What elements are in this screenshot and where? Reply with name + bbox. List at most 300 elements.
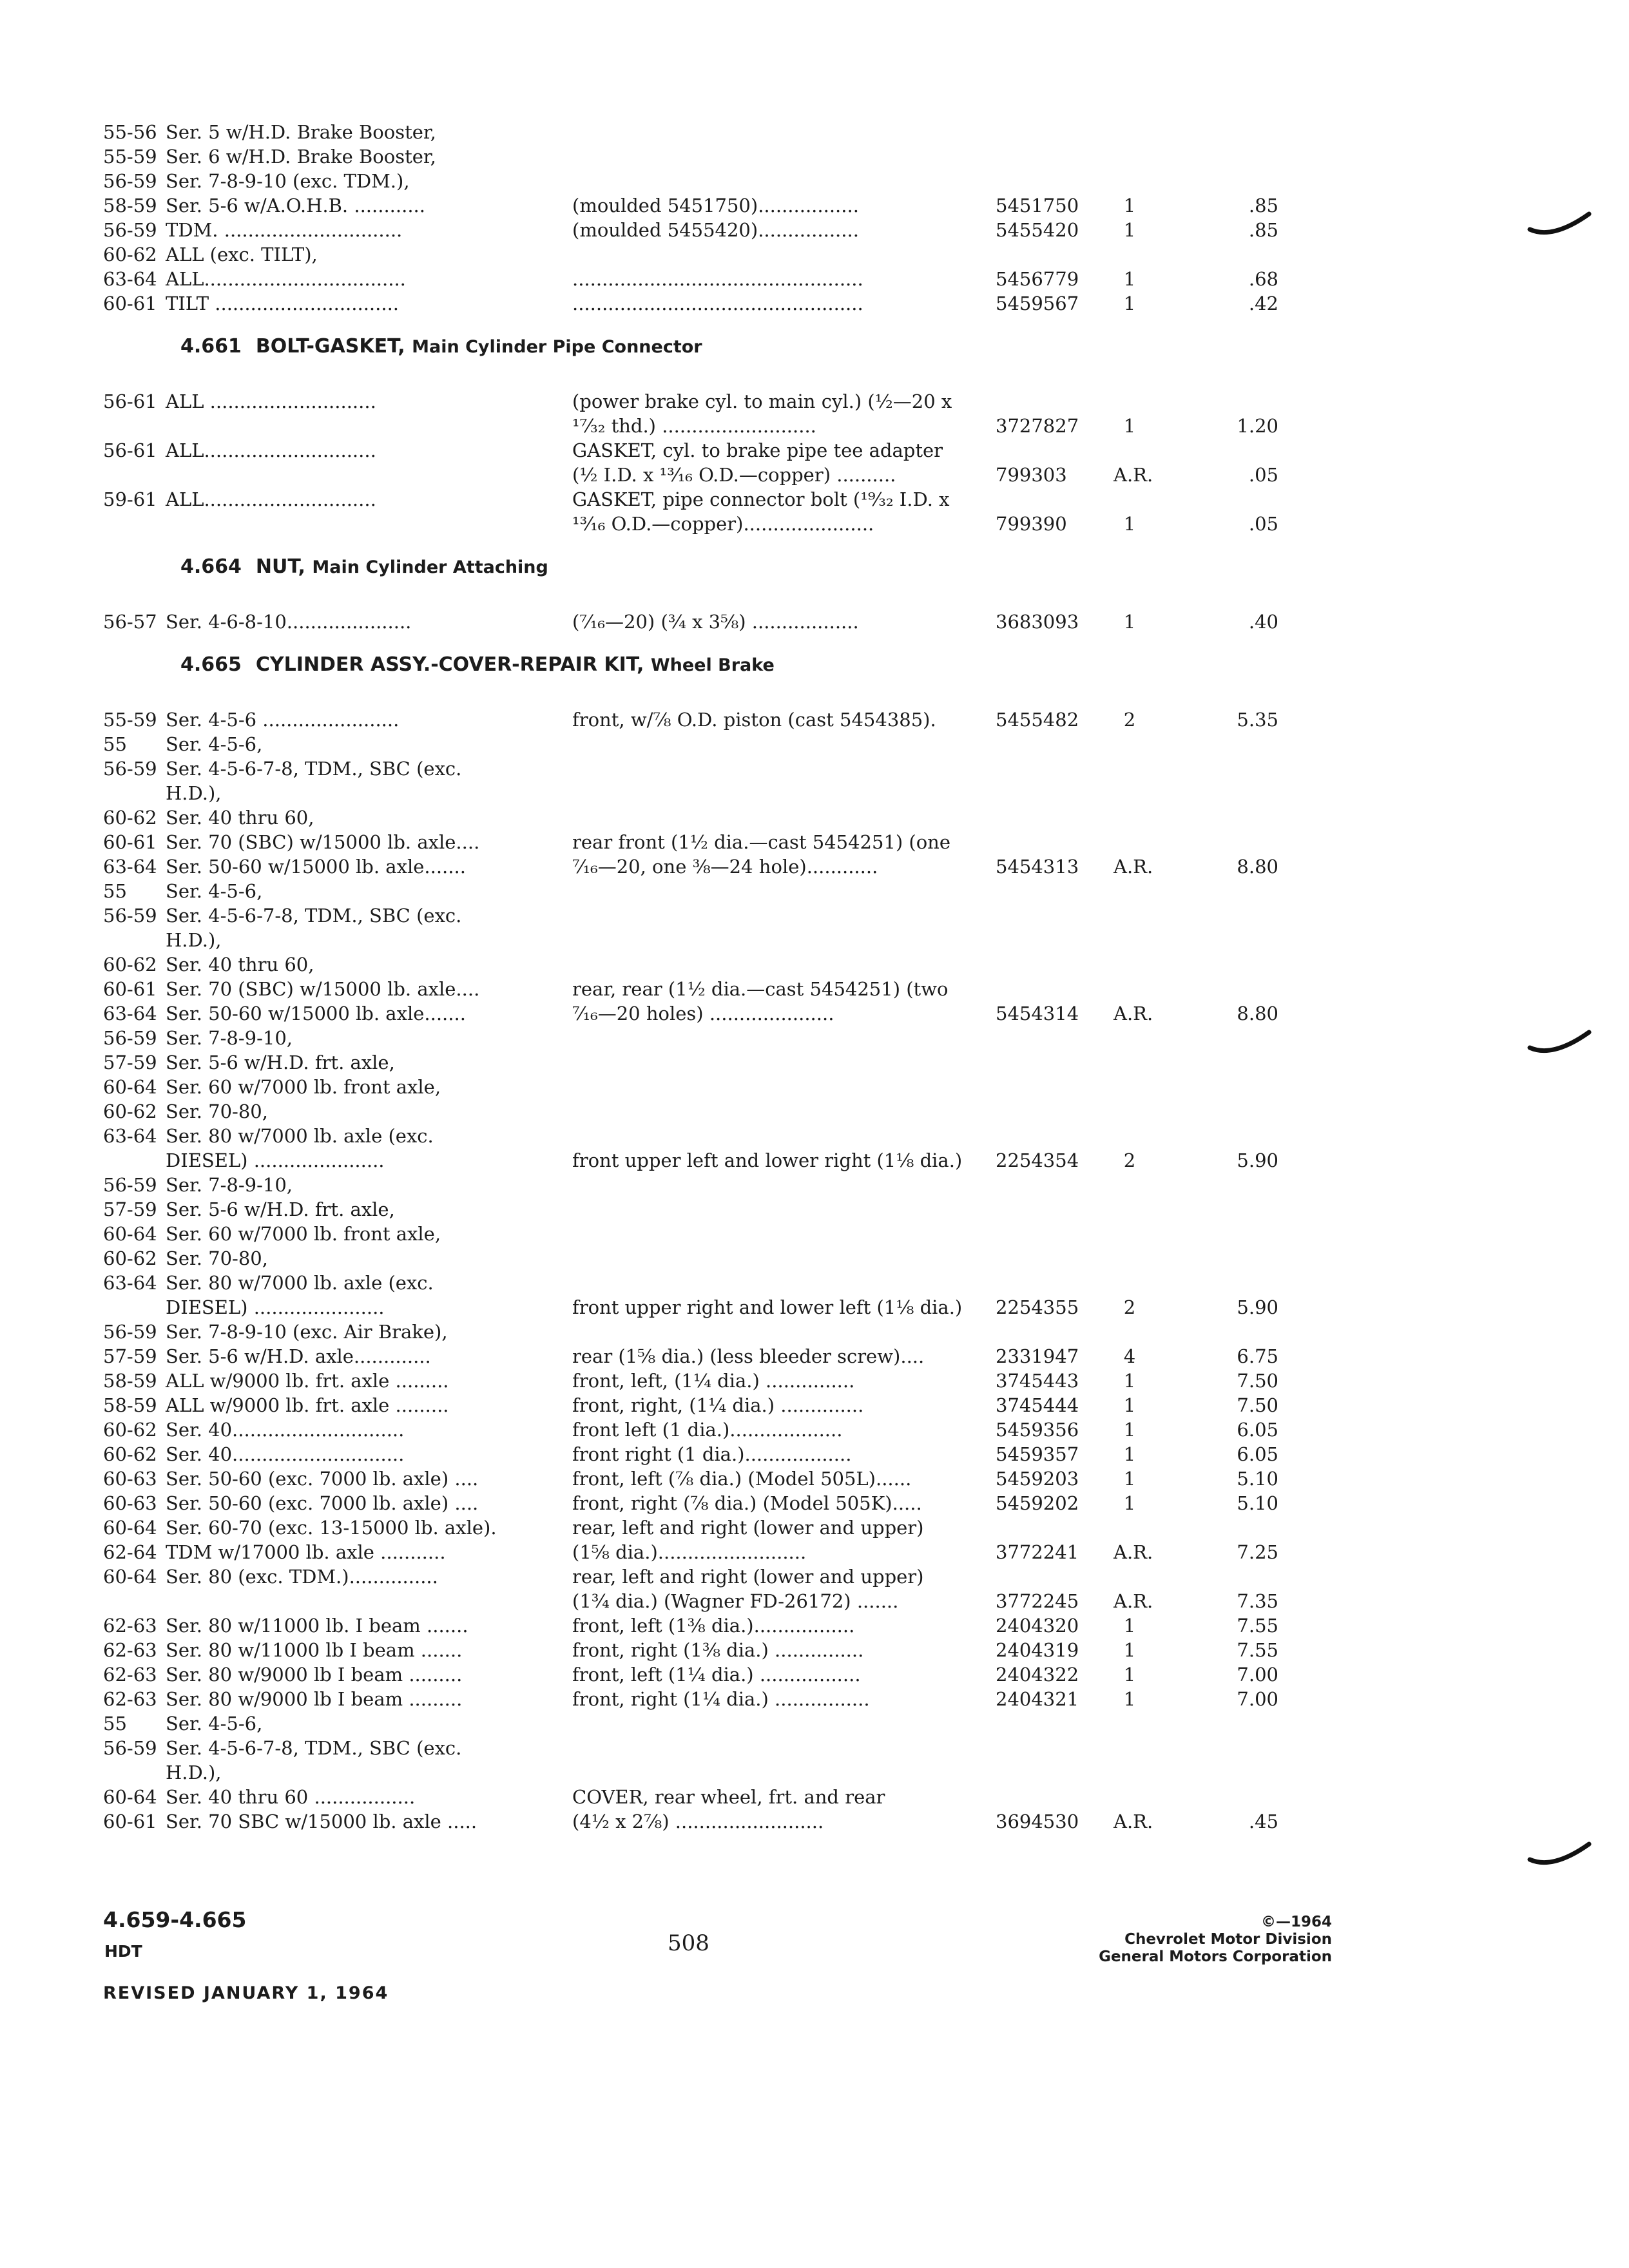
- quantity: 1: [1123, 1370, 1136, 1392]
- list-price: .05: [1248, 513, 1278, 535]
- list-price: 6.05: [1237, 1419, 1278, 1441]
- parts-row: [103, 1736, 1282, 1760]
- part-description: rear, rear (1½ dia.—cast 5454251) (two: [572, 978, 949, 1000]
- part-number: 3772241: [996, 1541, 1079, 1563]
- list-price: .05: [1248, 464, 1278, 486]
- model-years: 63-64: [103, 1003, 157, 1024]
- part-description: front, w/⅞ O.D. piston (cast 5454385).: [572, 709, 936, 731]
- part-description: (moulded 5451750).................: [572, 195, 859, 216]
- application: ALL w/9000 lb. frt. axle .........: [166, 1394, 449, 1416]
- parts-row: [103, 1001, 1282, 1026]
- list-price: .68: [1248, 268, 1278, 290]
- application: Ser. 80 w/9000 lb I beam .........: [166, 1688, 463, 1710]
- model-years: 57-59: [103, 1198, 157, 1220]
- model-years: 60-62: [103, 1419, 157, 1441]
- part-description: GASKET, pipe connector bolt (¹⁹⁄₃₂ I.D. x: [572, 488, 950, 510]
- application: H.D.),: [166, 929, 222, 951]
- parts-row: [103, 1295, 1282, 1320]
- application: Ser. 50-60 w/15000 lb. axle.......: [166, 1003, 466, 1024]
- quantity: 1: [1123, 513, 1136, 535]
- application: Ser. 70-80,: [166, 1247, 268, 1269]
- model-years: 60-64: [103, 1517, 157, 1539]
- quantity: 1: [1123, 1639, 1136, 1661]
- parts-row: [103, 1026, 1282, 1050]
- application: Ser. 4-6-8-10.....................: [166, 611, 412, 633]
- model-years: 57-59: [103, 1052, 157, 1073]
- parts-row: [103, 879, 1282, 903]
- application: Ser. 40 thru 60 .................: [166, 1786, 416, 1808]
- model-years: 56-59: [103, 170, 157, 192]
- application: TILT ...............................: [166, 293, 400, 314]
- parts-row: [103, 1099, 1282, 1124]
- part-description: (⁷⁄₁₆—20) (¾ x 3⅝) ..................: [572, 611, 859, 633]
- quantity: A.R.: [1113, 464, 1153, 486]
- parts-row: [103, 1271, 1282, 1295]
- binder-hole-mark-bottom: [1527, 1836, 1592, 1875]
- part-number: 5459202: [996, 1492, 1079, 1514]
- part-description: ⁷⁄₁₆—20 holes) .....................: [572, 1003, 834, 1024]
- quantity: 1: [1123, 1468, 1136, 1490]
- part-description: front, left (1¼ dia.) .................: [572, 1664, 861, 1686]
- part-description: (1⅝ dia.).........................: [572, 1541, 807, 1563]
- parts-row: [103, 1760, 1282, 1785]
- model-years: 56-59: [103, 219, 157, 241]
- quantity: 1: [1123, 219, 1136, 241]
- section-number: 4.665: [180, 653, 242, 676]
- application: Ser. 4-5-6,: [166, 880, 263, 902]
- model-years: 58-59: [103, 195, 157, 216]
- model-years: 60-62: [103, 954, 157, 975]
- list-price: 7.55: [1237, 1615, 1278, 1637]
- part-description: front, left, (1¼ dia.) ...............: [572, 1370, 855, 1392]
- application: Ser. 40.............................: [166, 1419, 405, 1441]
- parts-row: [103, 218, 1282, 242]
- section-number: 4.664: [180, 555, 242, 578]
- parts-row: [103, 438, 1282, 463]
- part-number: 3772245: [996, 1590, 1079, 1612]
- application: Ser. 5-6 w/A.O.H.B. ............: [166, 195, 425, 216]
- quantity: 2: [1123, 709, 1136, 731]
- application: Ser. 4-5-6-7-8, TDM., SBC (exc.: [166, 758, 462, 780]
- parts-row: [103, 1369, 1282, 1393]
- quantity: A.R.: [1113, 1541, 1153, 1563]
- part-number: 3745443: [996, 1370, 1079, 1392]
- list-price: 5.90: [1237, 1149, 1278, 1171]
- model-years: 58-59: [103, 1394, 157, 1416]
- parts-row: [103, 1442, 1282, 1466]
- model-years: 63-64: [103, 1125, 157, 1147]
- part-description: .................................................: [572, 268, 863, 290]
- part-number: 2404320: [996, 1615, 1079, 1637]
- application: Ser. 50-60 (exc. 7000 lb. axle) ....: [166, 1492, 479, 1514]
- model-years: 60-61: [103, 293, 157, 314]
- quantity: 1: [1123, 1394, 1136, 1416]
- part-description: (1¾ dia.) (Wagner FD-26172) .......: [572, 1590, 899, 1612]
- model-years: 60-64: [103, 1076, 157, 1098]
- application: DIESEL) ......................: [166, 1296, 385, 1318]
- division-name: Chevrolet Motor Division: [1124, 1931, 1332, 1948]
- parts-row: [103, 1540, 1282, 1564]
- part-number: 5455482: [996, 709, 1079, 731]
- quantity: 1: [1123, 1615, 1136, 1637]
- list-price: .45: [1248, 1811, 1278, 1832]
- parts-row: [103, 952, 1282, 977]
- list-price: 6.05: [1237, 1443, 1278, 1465]
- application: Ser. 80 (exc. TDM.)...............: [166, 1566, 438, 1588]
- parts-row: [103, 805, 1282, 830]
- application: TDM w/17000 lb. axle ...........: [166, 1541, 446, 1563]
- part-description: front, right (⅞ dia.) (Model 505K).....: [572, 1492, 922, 1514]
- part-description: (moulded 5455420).................: [572, 219, 859, 241]
- parts-row: [103, 1711, 1282, 1736]
- book-code: HDT: [104, 1942, 142, 1961]
- parts-row: [103, 193, 1282, 218]
- quantity: A.R.: [1113, 1811, 1153, 1832]
- quantity: 2: [1123, 1149, 1136, 1171]
- parts-row: [103, 1344, 1282, 1369]
- application: Ser. 40 thru 60,: [166, 807, 314, 829]
- application: Ser. 80 w/11000 lb I beam .......: [166, 1639, 463, 1661]
- parts-row: [103, 1246, 1282, 1271]
- parts-row: [103, 1491, 1282, 1515]
- parts-row: [103, 1050, 1282, 1075]
- parts-row: [103, 389, 1282, 414]
- part-description: ⁷⁄₁₆—20, one ⅜—24 hole)............: [572, 856, 878, 878]
- application: Ser. 40 thru 60,: [166, 954, 314, 975]
- parts-row: [103, 830, 1282, 854]
- model-years: 60-64: [103, 1566, 157, 1588]
- application: Ser. 5 w/H.D. Brake Booster,: [166, 121, 436, 143]
- parts-row: [103, 1564, 1282, 1589]
- binder-hole-mark-middle: [1527, 1024, 1592, 1063]
- list-price: 7.50: [1237, 1370, 1278, 1392]
- model-years: 56-59: [103, 758, 157, 780]
- application: Ser. 7-8-9-10,: [166, 1027, 293, 1049]
- model-years: 56-61: [103, 439, 157, 461]
- model-years: 62-63: [103, 1615, 157, 1637]
- part-number: 5455420: [996, 219, 1079, 241]
- quantity: A.R.: [1113, 1590, 1153, 1612]
- model-years: 56-61: [103, 390, 157, 412]
- parts-row: [103, 267, 1282, 291]
- model-years: 62-63: [103, 1639, 157, 1661]
- section-title: NUT,: [255, 555, 305, 578]
- application: Ser. 60-70 (exc. 13-15000 lb. axle).: [166, 1517, 497, 1539]
- parts-row: [103, 977, 1282, 1001]
- parts-row: [103, 1589, 1282, 1613]
- application: Ser. 70 (SBC) w/15000 lb. axle....: [166, 831, 480, 853]
- application: Ser. 80 w/7000 lb. axle (exc.: [166, 1272, 434, 1294]
- application: Ser. 5-6 w/H.D. frt. axle,: [166, 1198, 395, 1220]
- parts-row: [103, 1418, 1282, 1442]
- quantity: 4: [1123, 1345, 1136, 1367]
- part-number: 2254355: [996, 1296, 1079, 1318]
- parts-row: [103, 512, 1282, 536]
- application: TDM. ..............................: [166, 219, 403, 241]
- parts-row: [103, 854, 1282, 879]
- quantity: 2: [1123, 1296, 1136, 1318]
- model-years: 55-56: [103, 121, 157, 143]
- list-price: 5.90: [1237, 1296, 1278, 1318]
- application: Ser. 70 SBC w/15000 lb. axle .....: [166, 1811, 477, 1832]
- part-number: 799303: [996, 464, 1067, 486]
- application: Ser. 7-8-9-10 (exc. Air Brake),: [166, 1321, 448, 1343]
- application: H.D.),: [166, 1762, 222, 1783]
- model-years: 60-61: [103, 978, 157, 1000]
- section-title: CYLINDER ASSY.-COVER-REPAIR KIT,: [255, 653, 644, 676]
- list-price: 7.35: [1237, 1590, 1278, 1612]
- part-description: ¹⁷⁄₃₂ thd.) ..........................: [572, 415, 816, 437]
- model-years: 55-59: [103, 146, 157, 168]
- model-years: 55: [103, 880, 127, 902]
- model-years: 58-59: [103, 1370, 157, 1392]
- quantity: 1: [1123, 1688, 1136, 1710]
- part-number: 799390: [996, 513, 1067, 535]
- section-subtitle: Wheel Brake: [650, 655, 775, 675]
- revised-date: REVISED JANUARY 1, 1964: [103, 1983, 389, 2003]
- part-number: 5451750: [996, 195, 1079, 216]
- parts-row: [103, 781, 1282, 805]
- parts-row: [103, 1148, 1282, 1173]
- model-years: 60-63: [103, 1468, 157, 1490]
- parts-row: [103, 1809, 1282, 1834]
- application: Ser. 5-6 w/H.D. axle.............: [166, 1345, 431, 1367]
- application: Ser. 4-5-6-7-8, TDM., SBC (exc.: [166, 1737, 462, 1759]
- parts-row: [103, 144, 1282, 169]
- list-price: 1.20: [1237, 415, 1278, 437]
- parts-row: [103, 1393, 1282, 1418]
- list-price: 7.00: [1237, 1688, 1278, 1710]
- part-description: ¹³⁄₁₆ O.D.—copper)......................: [572, 513, 874, 535]
- application: Ser. 70 (SBC) w/15000 lb. axle....: [166, 978, 480, 1000]
- application: Ser. 4-5-6-7-8, TDM., SBC (exc.: [166, 905, 462, 927]
- parts-row: [103, 487, 1282, 512]
- part-description: front, right, (1¼ dia.) ..............: [572, 1394, 864, 1416]
- parts-row: [103, 414, 1282, 438]
- list-price: 6.75: [1237, 1345, 1278, 1367]
- quantity: 1: [1123, 1419, 1136, 1441]
- application: Ser. 5-6 w/H.D. frt. axle,: [166, 1052, 395, 1073]
- list-price: .85: [1248, 219, 1278, 241]
- list-price: 5.10: [1237, 1492, 1278, 1514]
- application: ALL.............................: [166, 488, 376, 510]
- model-years: 56-59: [103, 1321, 157, 1343]
- parts-row: [103, 463, 1282, 487]
- part-number: 5459356: [996, 1419, 1079, 1441]
- model-years: 56-59: [103, 1027, 157, 1049]
- quantity: 1: [1123, 195, 1136, 216]
- part-description: front right (1 dia.)..................: [572, 1443, 852, 1465]
- application: Ser. 80 w/7000 lb. axle (exc.: [166, 1125, 434, 1147]
- part-description: rear (1⅝ dia.) (less bleeder screw)....: [572, 1345, 925, 1367]
- list-price: .40: [1248, 611, 1278, 633]
- part-number: 3745444: [996, 1394, 1079, 1416]
- part-number: 2404322: [996, 1664, 1079, 1686]
- model-years: 55: [103, 733, 127, 755]
- part-description: front, right (1¼ dia.) ................: [572, 1688, 870, 1710]
- model-years: 56-59: [103, 1174, 157, 1196]
- section-heading: [180, 555, 548, 578]
- parts-row: [103, 169, 1282, 193]
- model-years: 63-64: [103, 1272, 157, 1294]
- quantity: 1: [1123, 415, 1136, 437]
- list-price: 5.10: [1237, 1468, 1278, 1490]
- application: Ser. 60 w/7000 lb. front axle,: [166, 1076, 441, 1098]
- model-years: 60-61: [103, 1811, 157, 1832]
- model-years: 60-61: [103, 831, 157, 853]
- model-years: 60-62: [103, 1443, 157, 1465]
- parts-row: [103, 120, 1282, 144]
- application: ALL w/9000 lb. frt. axle .........: [166, 1370, 449, 1392]
- binder-hole-mark-top: [1527, 206, 1592, 245]
- quantity: 1: [1123, 1492, 1136, 1514]
- model-years: 57-59: [103, 1345, 157, 1367]
- part-description: (½ I.D. x ¹³⁄₁₆ O.D.—copper) ..........: [572, 464, 896, 486]
- application: Ser. 7-8-9-10 (exc. TDM.),: [166, 170, 410, 192]
- part-number: 5454313: [996, 856, 1079, 878]
- model-years: 62-64: [103, 1541, 157, 1563]
- application: Ser. 7-8-9-10,: [166, 1174, 293, 1196]
- parts-row: [103, 1613, 1282, 1638]
- part-description: front, right (1⅜ dia.) ...............: [572, 1639, 864, 1661]
- list-price: 7.25: [1237, 1541, 1278, 1563]
- list-price: 5.35: [1237, 709, 1278, 731]
- part-number: 2404319: [996, 1639, 1079, 1661]
- quantity: 1: [1123, 1443, 1136, 1465]
- section-number: 4.661: [180, 335, 242, 358]
- application: ALL (exc. TILT),: [166, 244, 318, 265]
- parts-row: [103, 242, 1282, 267]
- model-years: 56-57: [103, 611, 157, 633]
- model-years: 63-64: [103, 856, 157, 878]
- part-number: 2404321: [996, 1688, 1079, 1710]
- model-years: 56-59: [103, 905, 157, 927]
- list-price: .42: [1248, 293, 1278, 314]
- parts-row: [103, 928, 1282, 952]
- part-description: GASKET, cyl. to brake pipe tee adapter: [572, 439, 943, 461]
- parts-row: [103, 1638, 1282, 1662]
- quantity: 1: [1123, 611, 1136, 633]
- parts-row: [103, 1320, 1282, 1344]
- part-number: 3694530: [996, 1811, 1079, 1832]
- list-price: 8.80: [1237, 1003, 1278, 1024]
- list-price: 7.00: [1237, 1664, 1278, 1686]
- application: H.D.),: [166, 782, 222, 804]
- parts-row: [103, 1197, 1282, 1222]
- model-years: 60-64: [103, 1223, 157, 1245]
- model-years: 59-61: [103, 488, 157, 510]
- model-years: 62-63: [103, 1664, 157, 1686]
- application: ALL ............................: [166, 390, 376, 412]
- quantity: A.R.: [1113, 856, 1153, 878]
- application: Ser. 4-5-6,: [166, 733, 263, 755]
- part-number: 2254354: [996, 1149, 1079, 1171]
- section-subtitle: Main Cylinder Attaching: [312, 557, 548, 577]
- application: Ser. 4-5-6,: [166, 1713, 263, 1735]
- part-number: 3727827: [996, 415, 1079, 437]
- model-years: 60-62: [103, 244, 157, 265]
- section-title: BOLT-GASKET,: [255, 335, 405, 358]
- part-number: 3683093: [996, 611, 1079, 633]
- model-years: 60-62: [103, 807, 157, 829]
- parts-row: [103, 1466, 1282, 1491]
- publisher-block: [1061, 1914, 1332, 1966]
- list-price: 7.50: [1237, 1394, 1278, 1416]
- parts-row: [103, 1515, 1282, 1540]
- section-heading: [180, 335, 702, 358]
- application: ALL..................................: [166, 268, 406, 290]
- parts-row: [103, 291, 1282, 316]
- application: Ser. 80 w/9000 lb I beam .........: [166, 1664, 463, 1686]
- parts-row: [103, 1173, 1282, 1197]
- model-years: 60-62: [103, 1247, 157, 1269]
- model-years: 55-59: [103, 709, 157, 731]
- application: Ser. 50-60 w/15000 lb. axle.......: [166, 856, 466, 878]
- quantity: 1: [1123, 1664, 1136, 1686]
- part-number: 5454314: [996, 1003, 1079, 1024]
- part-description: (power brake cyl. to main cyl.) (½—20 x: [572, 390, 952, 412]
- parts-row: [103, 1785, 1282, 1809]
- parts-row: [103, 610, 1282, 634]
- copyright-notice: ©—1964: [1260, 1914, 1332, 1930]
- parts-row: [103, 1687, 1282, 1711]
- list-price: .85: [1248, 195, 1278, 216]
- part-description: COVER, rear wheel, frt. and rear: [572, 1786, 885, 1808]
- part-number: 5459203: [996, 1468, 1079, 1490]
- section-range: 4.659-4.665: [103, 1907, 247, 1932]
- model-years: 60-63: [103, 1492, 157, 1514]
- quantity: 1: [1123, 293, 1136, 314]
- part-number: 5459567: [996, 293, 1079, 314]
- part-number: 2331947: [996, 1345, 1079, 1367]
- part-number: 5459357: [996, 1443, 1079, 1465]
- part-description: front, left (1⅜ dia.).................: [572, 1615, 855, 1637]
- parts-row: [103, 756, 1282, 781]
- model-years: 60-62: [103, 1100, 157, 1122]
- model-years: 63-64: [103, 268, 157, 290]
- part-number: 5456779: [996, 268, 1079, 290]
- part-description: rear, left and right (lower and upper): [572, 1566, 924, 1588]
- quantity: A.R.: [1113, 1003, 1153, 1024]
- part-description: .................................................: [572, 293, 863, 314]
- page-number: 508: [668, 1930, 709, 1956]
- parts-row: [103, 903, 1282, 928]
- part-description: front upper left and lower right (1⅛ dia.): [572, 1149, 963, 1171]
- application: DIESEL) ......................: [166, 1149, 385, 1171]
- part-description: (4½ x 2⅞) .........................: [572, 1811, 824, 1832]
- part-description: front upper right and lower left (1⅛ dia.): [572, 1296, 963, 1318]
- corporation-name: General Motors Corporation: [1099, 1948, 1332, 1965]
- application: ALL.............................: [166, 439, 376, 461]
- parts-row: [103, 1222, 1282, 1246]
- quantity: 1: [1123, 268, 1136, 290]
- application: Ser. 70-80,: [166, 1100, 268, 1122]
- model-years: 62-63: [103, 1688, 157, 1710]
- parts-row: [103, 707, 1282, 732]
- application: Ser. 60 w/7000 lb. front axle,: [166, 1223, 441, 1245]
- model-years: 55: [103, 1713, 127, 1735]
- parts-row: [103, 1075, 1282, 1099]
- list-price: 7.55: [1237, 1639, 1278, 1661]
- application: Ser. 80 w/11000 lb. I beam .......: [166, 1615, 468, 1637]
- application: Ser. 6 w/H.D. Brake Booster,: [166, 146, 436, 168]
- model-years: 56-59: [103, 1737, 157, 1759]
- part-description: rear, left and right (lower and upper): [572, 1517, 924, 1539]
- application: Ser. 50-60 (exc. 7000 lb. axle) ....: [166, 1468, 479, 1490]
- section-subtitle: Main Cylinder Pipe Connector: [412, 337, 702, 357]
- parts-row: [103, 1662, 1282, 1687]
- model-years: 60-64: [103, 1786, 157, 1808]
